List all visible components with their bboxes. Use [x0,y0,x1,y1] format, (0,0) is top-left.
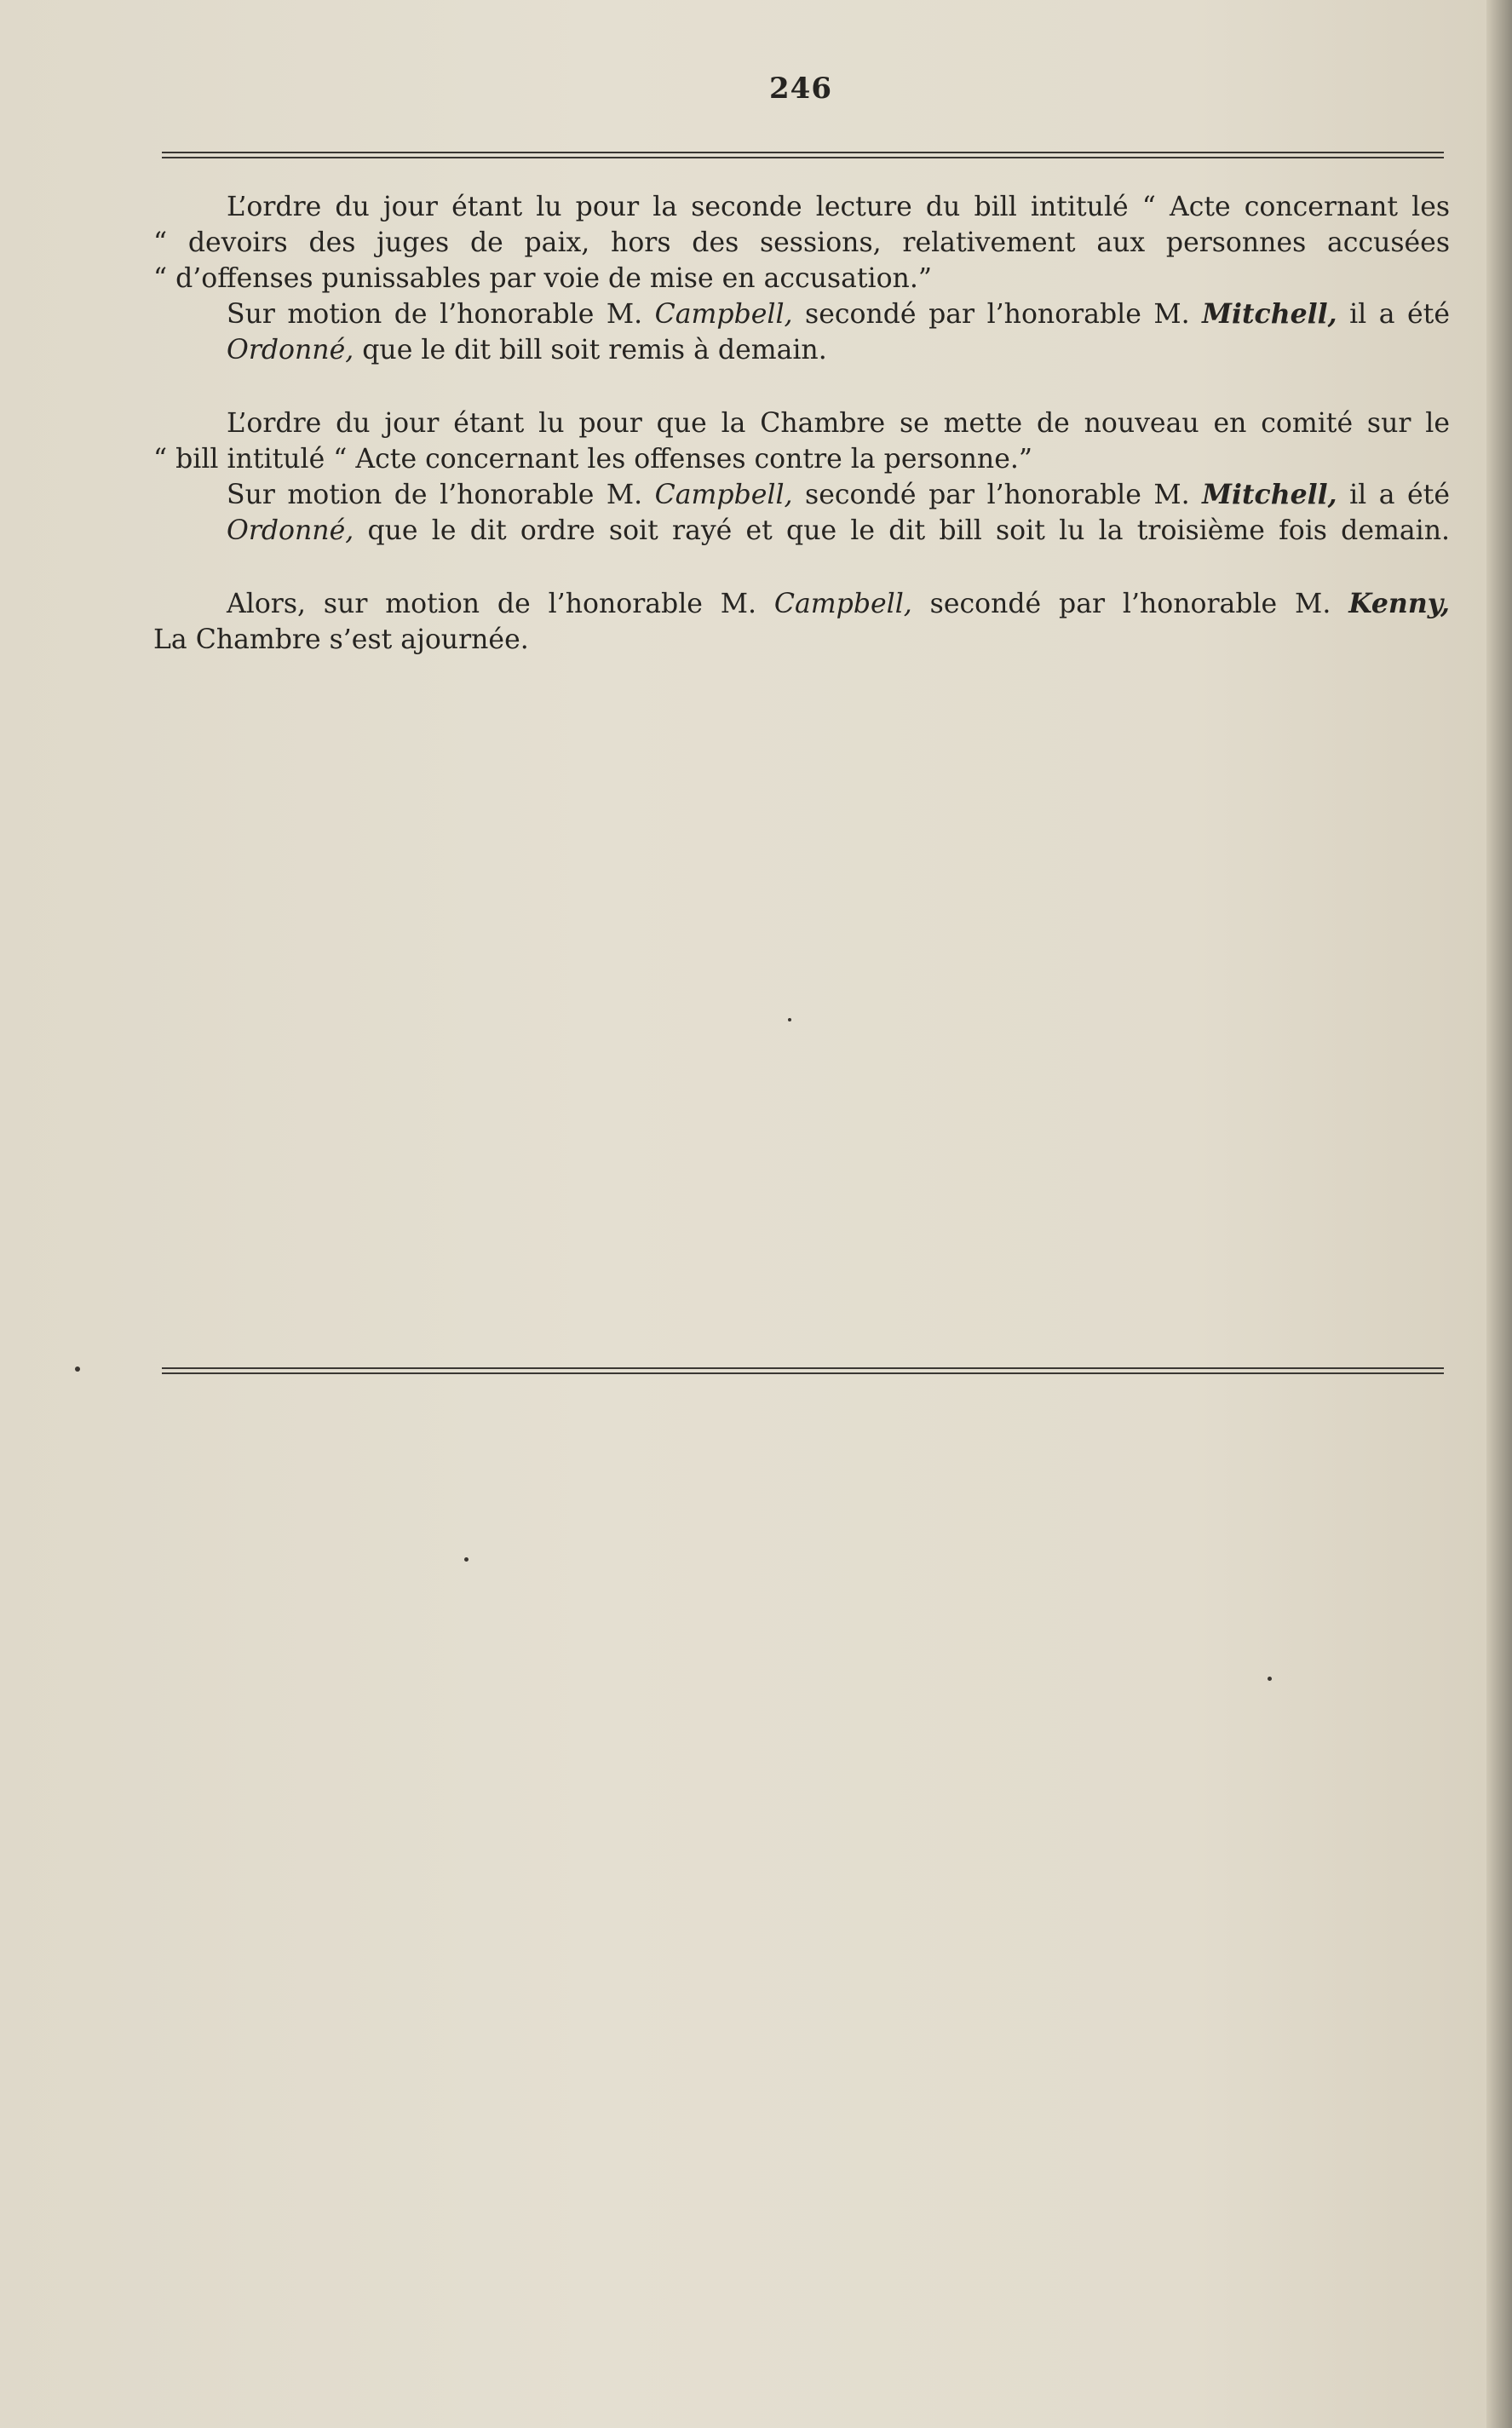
mover-name: Campbell, [654,480,793,510]
footer-double-rule [162,1367,1444,1374]
paragraph-motion-2 [153,477,1450,549]
text-line [153,296,1450,332]
motion-text: Sur motion de l’honorable M. [227,480,655,510]
text-line: La Chambre s’est ajournée. [153,624,529,655]
motion-text: que le dit ordre soit rayé et que le dit bill soit lu la troisième fois demain. [354,515,1450,546]
seconder-name: Mitchell, [1202,479,1337,510]
motion-text: il a été [1337,299,1450,330]
text-line: L’ordre du jour étant lu pour que la Chambre se mette de nouveau en comité sur le [227,408,1450,439]
ink-speck [464,1557,469,1562]
text-line: L’ordre du jour étant lu pour la seconde lecture du bill intitulé “ Acte concernant les [227,192,1450,222]
mover-name: Campbell, [773,589,912,619]
seconder-name: Mitchell, [1202,298,1337,330]
paragraph-motion-1 [153,296,1450,368]
header-double-rule [162,152,1444,158]
paragraph-committee [153,406,1450,477]
motion-text: secondé par l’honorable M. [792,480,1203,510]
motion-text: secondé par l’honorable M. [792,299,1203,330]
ordonne-label: Ordonné, [227,335,354,365]
motion-text: secondé par l’honorable M. [911,589,1349,619]
motion-text: que le dit bill soit remis à demain. [354,335,827,365]
mover-name: Campbell, [654,299,793,330]
document-body [153,189,1450,658]
motion-text: Sur motion de l’honorable M. [227,299,655,330]
ink-speck [788,1018,791,1021]
text-line [153,477,1450,513]
book-gutter [1486,0,1512,2428]
paragraph-second-reading [153,189,1450,296]
page-number: 246 [769,72,832,106]
text-line: “ devoirs des juges de paix, hors des sessions, relativement aux personnes accusées [153,227,1450,258]
text-line [153,513,1450,549]
text-line [153,586,1450,622]
seconder-name: Kenny, [1348,588,1450,619]
text-line: “ bill intitulé “ Acte concernant les offenses contre la personne.” [153,444,1032,475]
motion-text: Alors, sur motion de l’honorable M. [227,589,774,619]
ink-speck [1268,1677,1272,1681]
motion-text: il a été [1337,480,1450,510]
text-line [153,332,1450,368]
text-line: “ d’offenses punissables par voie de mise en accusation.” [153,263,932,294]
paragraph-adjournment [153,586,1450,658]
ordonne-label: Ordonné, [227,515,354,546]
ink-speck [75,1366,80,1372]
